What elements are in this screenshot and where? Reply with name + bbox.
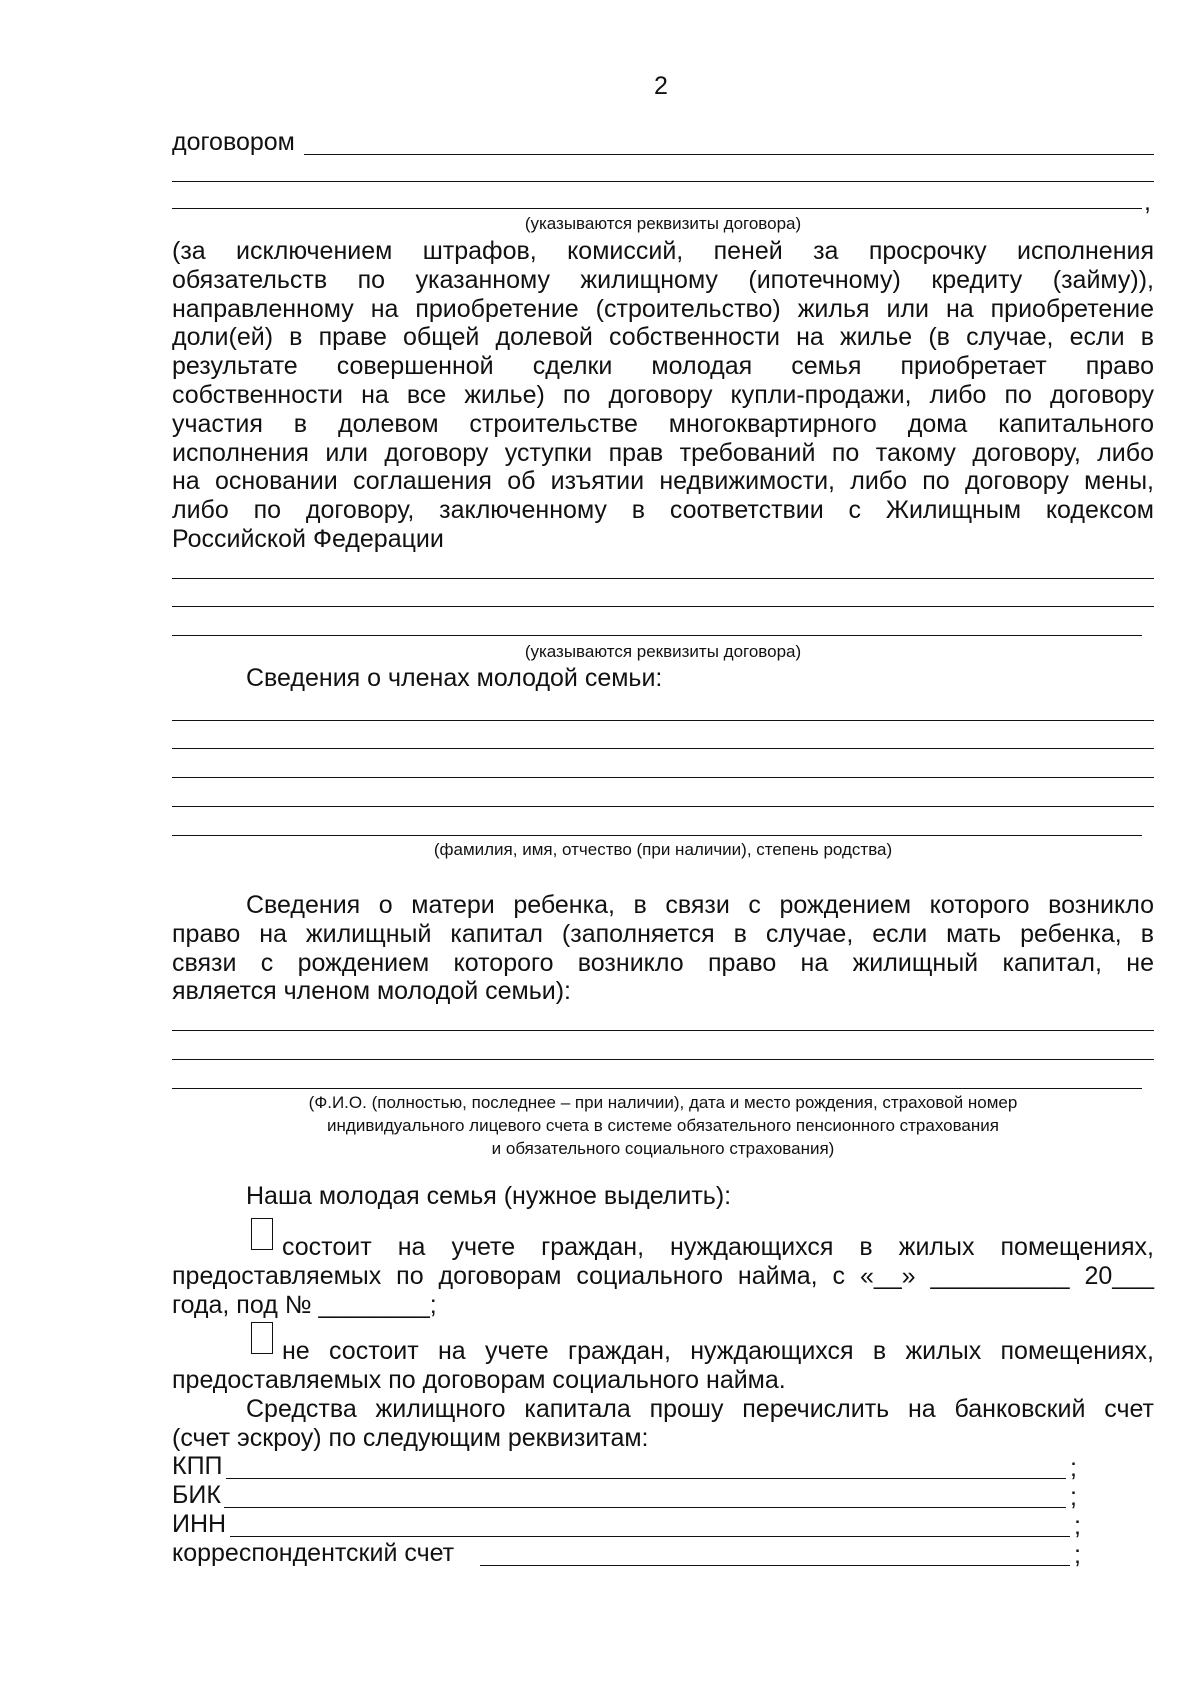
exclusion-caption: (указываются реквизиты договора)	[524, 642, 802, 661]
mother-paragraph	[172, 891, 1154, 1006]
kpp-label: КПП	[172, 1452, 223, 1480]
exclusion-paragraph	[172, 237, 1154, 554]
bik-label: БИК	[172, 1481, 221, 1509]
contract-label: договором	[172, 128, 295, 156]
family-status-heading: Наша молодая семья (нужное выделить):	[246, 1182, 732, 1210]
page-number: 2	[654, 72, 668, 100]
paragraph-line: обязательств по указанному жилищному (ипотечному) кредиту (займу)),	[172, 265, 1154, 294]
option-line	[172, 1337, 1154, 1366]
family-members-heading: Сведения о членах молодой семьи:	[246, 664, 663, 692]
option-line-text: не состоит на учете граждан, нуждающихся в жилых помещениях,	[282, 1337, 1154, 1365]
paragraph-line: направленному на приобретение (строительство) жилья или на приобретение	[172, 294, 1154, 323]
paragraph-line: участия в долевом строительстве многоквартирного дома капитального	[172, 409, 1154, 438]
mother-caption-line: и обязательного социального страхования)	[491, 1139, 835, 1158]
paragraph-line: (счет эскроу) по следующим реквизитам:	[172, 1423, 649, 1452]
contract-caption: (указываются реквизиты договора)	[524, 214, 802, 233]
bik-end: ;	[1070, 1483, 1077, 1511]
mother-caption-line: (Ф.И.О. (полностью, последнее – при наличии), дата и место рождения, страховой номер	[308, 1093, 1018, 1112]
paragraph-line: право на жилищный капитал (заполняется в случае, если мать ребенка, в	[172, 919, 1154, 948]
paragraph-line: (за исключением штрафов, комиссий, пеней за просрочку исполнения	[172, 237, 1154, 265]
family-line-3[interactable]	[172, 777, 1154, 778]
corr-account-end: ;	[1074, 1541, 1081, 1569]
option-line: предоставляемых по договорам социального найма.	[172, 1365, 786, 1394]
contract-line-2[interactable]	[172, 181, 1154, 182]
exclusion-line-1[interactable]	[172, 578, 1154, 579]
contract-line-3[interactable]	[172, 208, 1142, 209]
paragraph-line: является членом молодой семьи):	[172, 977, 571, 1006]
family-line-5[interactable]	[172, 835, 1142, 836]
option-line	[172, 1233, 1154, 1262]
contract-line-end-mark: ,	[1144, 188, 1151, 216]
paragraph-line: Сведения о матери ребенка, в связи с рождением которого возникло	[246, 891, 1154, 919]
mother-line-2[interactable]	[172, 1059, 1154, 1060]
kpp-field[interactable]	[226, 1478, 1066, 1479]
family-line-4[interactable]	[172, 806, 1154, 807]
option-line: предоставляемых по договорам социального найма, с «__» __________ 20___	[172, 1261, 1154, 1290]
paragraph-line: доли(ей) в праве общей долевой собственности на жилье (в случае, если в	[172, 323, 1154, 352]
paragraph-line: либо по договору, заключенному в соответствии с Жилищным кодексом	[172, 496, 1154, 525]
not-registered-option-text	[172, 1337, 1154, 1395]
inn-field[interactable]	[230, 1536, 1070, 1537]
bik-field[interactable]	[224, 1507, 1066, 1508]
paragraph-line: результате совершенной сделки молодая семья приобретает право	[172, 352, 1154, 381]
option-line-text: состоит на учете граждан, нуждающихся в жилых помещениях,	[282, 1233, 1154, 1261]
family-line-2[interactable]	[172, 748, 1154, 749]
paragraph-line: Средства жилищного капитала прошу перечислить на банковский счет	[246, 1395, 1154, 1423]
paragraph-line: исполнения или договору уступки прав требований по такому договору, либо	[172, 438, 1154, 467]
kpp-end: ;	[1070, 1454, 1077, 1482]
paragraph-line: на основании соглашения об изъятии недвижимости, либо по договору мены,	[172, 467, 1154, 496]
contract-line-1[interactable]	[304, 154, 1154, 155]
option-line: года, под № ________;	[172, 1290, 437, 1319]
paragraph-line: Российской Федерации	[172, 524, 444, 553]
bank-intro	[172, 1395, 1154, 1453]
family-line-1[interactable]	[172, 720, 1154, 721]
paragraph-line: собственности на все жилье) по договору купли-продажи, либо по договору	[172, 380, 1154, 409]
paragraph-line: связи с рождением которого возникло право на жилищный капитал, не	[172, 948, 1154, 977]
inn-end: ;	[1074, 1512, 1081, 1540]
mother-line-3[interactable]	[172, 1088, 1142, 1089]
exclusion-line-2[interactable]	[172, 606, 1154, 607]
exclusion-line-3[interactable]	[172, 635, 1142, 636]
inn-label: ИНН	[172, 1510, 227, 1538]
mother-line-1[interactable]	[172, 1030, 1154, 1031]
mother-caption-line: индивидуального лицевого счета в системе обязательного пенсионного страхования	[327, 1116, 999, 1135]
registered-option-text	[172, 1233, 1154, 1319]
corr-account-field[interactable]	[480, 1565, 1070, 1566]
corr-account-label: корреспондентский счет	[172, 1539, 455, 1567]
family-caption: (фамилия, имя, отчество (при наличии), степень родства)	[433, 840, 893, 859]
